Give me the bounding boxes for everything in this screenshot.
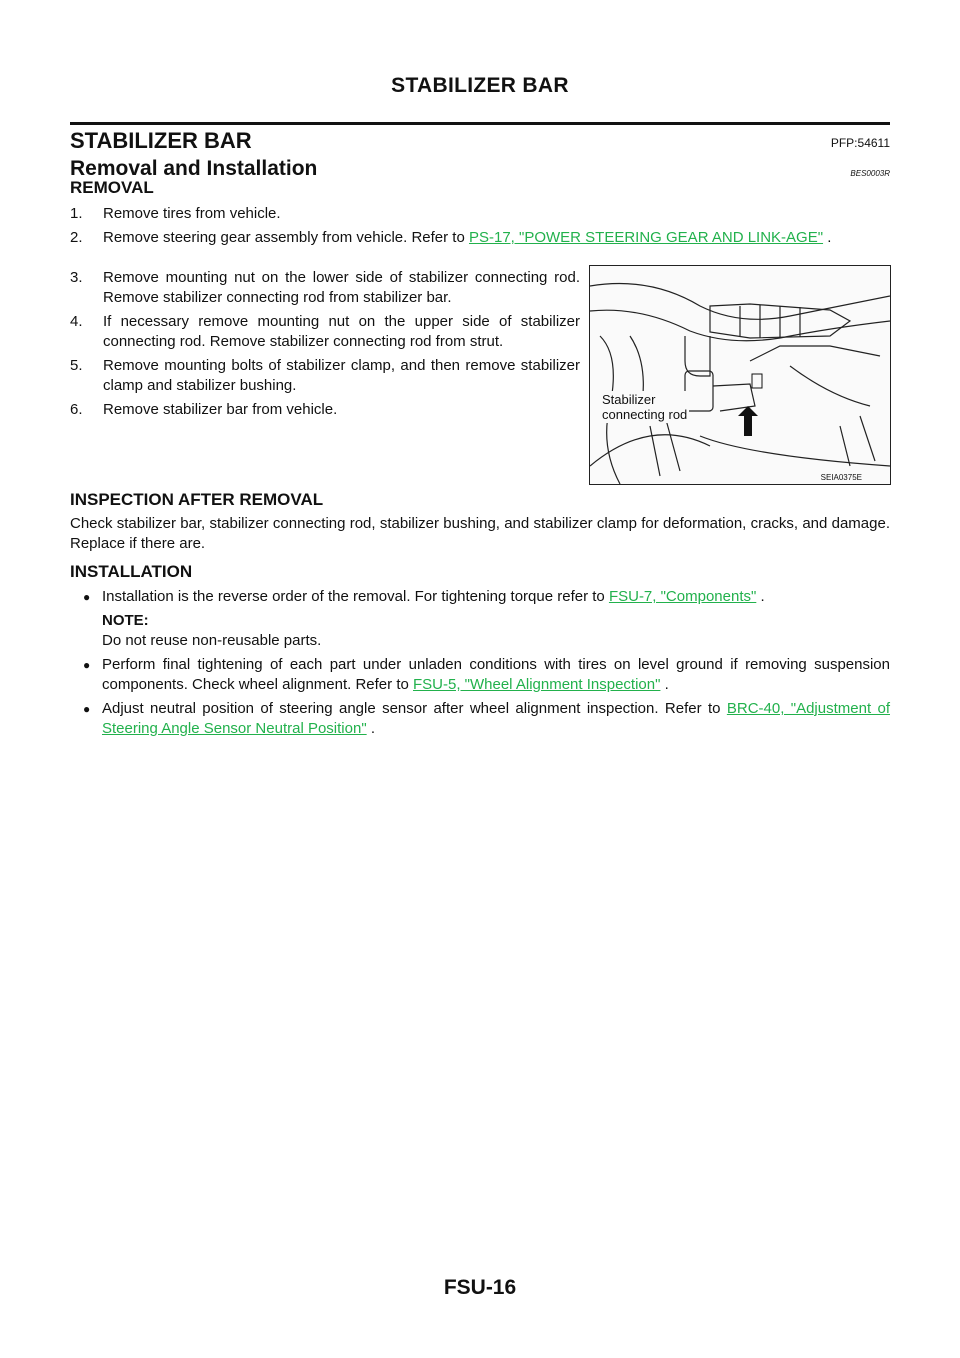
step-number: 3.: [70, 269, 83, 286]
step-text: [103, 228, 890, 248]
subsection-code: BES0003R: [850, 169, 890, 178]
label-line-2: connecting rod: [602, 407, 688, 422]
removal-heading: REMOVAL: [70, 178, 154, 197]
header-rule: [70, 122, 890, 125]
step-text-before: Remove steering gear assembly from vehicle. Refer to: [103, 229, 469, 246]
bullet-text: [102, 587, 890, 607]
step-text: Remove tires from vehicle.: [103, 205, 281, 222]
step-5: [70, 356, 580, 396]
inspection-heading: INSPECTION AFTER REMOVAL: [70, 490, 324, 509]
note-text: Do not reuse non-reusable parts.: [102, 632, 322, 649]
step-2: [70, 228, 890, 248]
installation-bullet-2: [83, 655, 890, 695]
pfp-code: PFP:54611: [830, 136, 890, 150]
bullet-text: [102, 655, 890, 695]
step-1: [70, 204, 890, 224]
step-number: 6.: [70, 401, 83, 418]
installation-heading: INSTALLATION: [70, 562, 193, 581]
bullet-icon: ●: [83, 702, 91, 716]
figure-code: SEIA0375E: [820, 473, 862, 482]
step-number: 4.: [70, 313, 83, 330]
inspection-text: Check stabilizer bar, stabilizer connecting rod, stabilizer bushing, and stabilizer clamp for deformation, cracks, and damage. Replace if there are.: [70, 515, 890, 552]
step-number: 5.: [70, 357, 83, 374]
bullet-text: [102, 699, 890, 739]
bullet-icon: ●: [83, 658, 91, 672]
step-text-after: .: [823, 229, 832, 246]
step-text: Remove stabilizer bar from vehicle.: [103, 401, 338, 418]
brc-40-link[interactable]: BRC-40, "Adjustment of Steering Angle Sensor Neutral Position": [102, 700, 890, 737]
step-text: Remove mounting bolts of stabilizer clamp, and then remove stabilizer clamp and stabilizer bushing.: [103, 357, 580, 394]
step-3: [70, 268, 580, 308]
bullet-text-before: Adjust neutral position of steering angle sensor after wheel alignment inspection. Refer to: [102, 700, 727, 717]
page-header-title: STABILIZER BAR: [391, 74, 569, 97]
subsection-title: Removal and Installation: [70, 157, 318, 180]
step-4: [70, 312, 580, 352]
fsu-7-link[interactable]: FSU-7, "Components": [608, 588, 757, 605]
step-number: 2.: [70, 229, 83, 246]
note-block: [102, 611, 882, 651]
page-number: FSU-16: [443, 1276, 517, 1299]
installation-bullet-3: [83, 699, 890, 739]
bullet-text-before: Perform final tightening of each part under unladen conditions with tires on level ground if removing suspension components. Check wheel alignment. Refer to: [102, 656, 890, 693]
bullet-text-after: .: [366, 720, 375, 737]
stabilizer-figure: [589, 265, 891, 485]
section-title: STABILIZER BAR: [70, 128, 252, 153]
step-6: [70, 400, 580, 420]
suspension-illustration: [590, 266, 890, 484]
stabilizer-connecting-rod-label: [600, 391, 689, 423]
note-label: NOTE:: [102, 612, 149, 629]
step-text: If necessary remove mounting nut on the upper side of stabilizer connecting rod. Remove stabilizer connecting rod from strut.: [103, 313, 580, 350]
ps-17-link[interactable]: PS-17, "POWER STEERING GEAR AND LINK-AGE": [468, 229, 824, 246]
installation-bullet-1: [83, 587, 890, 607]
fsu-5-link[interactable]: FSU-5, "Wheel Alignment Inspection": [413, 676, 661, 693]
step-number: 1.: [70, 205, 83, 222]
bullet-text-before: Installation is the reverse order of the removal. For tightening torque refer to: [102, 588, 609, 605]
bullet-text-after: .: [756, 588, 765, 605]
step-text: Remove mounting nut on the lower side of stabilizer connecting rod. Remove stabilizer connecting rod from stabilizer bar.: [103, 269, 580, 306]
bullet-icon: ●: [83, 590, 91, 604]
bullet-text-after: .: [660, 676, 669, 693]
label-line-1: Stabilizer: [602, 392, 656, 407]
